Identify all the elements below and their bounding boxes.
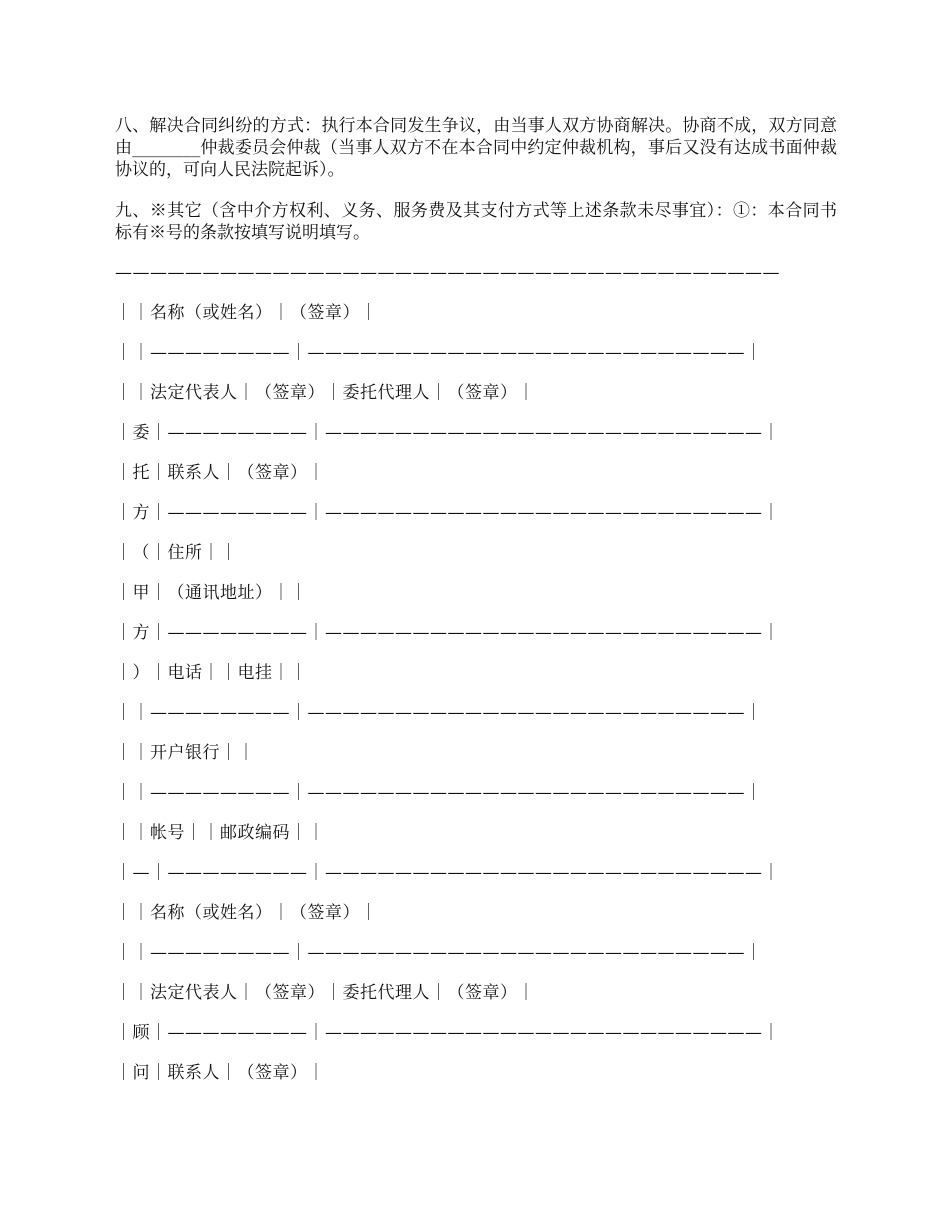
clause-8-dispute-resolution: 八、解决合同纠纷的方式：执行本合同发生争议，由当事人双方协商解决。协商不成，双方同意由________仲裁委员会仲裁（当事人双方不在本合同中约定仲裁机构，事后又没有达成书面仲裁协议的，可向人民法院起诉）。	[115, 116, 837, 180]
table-line: ｜｜————————｜—————————————————————————｜	[115, 703, 763, 723]
table-line: ｜甲｜（通讯地址）｜｜	[115, 583, 308, 603]
table-line: ｜（｜住所｜｜	[115, 543, 238, 563]
table-line: ｜｜帐号｜｜邮政编码｜｜	[115, 823, 325, 843]
table-line: ｜—｜————————｜—————————————————————————｜	[115, 863, 780, 883]
table-line: ｜｜法定代表人｜（签章）｜委托代理人｜（签章）｜	[115, 383, 535, 403]
table-line: ｜｜开户银行｜｜	[115, 743, 255, 763]
table-line: ｜｜名称（或姓名）｜（签章）｜	[115, 903, 378, 923]
table-line: ｜方｜————————｜—————————————————————————｜	[115, 623, 780, 643]
table-line: ｜｜名称（或姓名）｜（签章）｜	[115, 303, 378, 323]
signature-table	[115, 302, 780, 1102]
table-line: ｜）｜电话｜｜电挂｜｜	[115, 663, 308, 683]
table-line: ｜方｜————————｜—————————————————————————｜	[115, 503, 780, 523]
table-line: ｜托｜联系人｜（签章）｜	[115, 463, 325, 483]
table-line: ｜｜————————｜—————————————————————————｜	[115, 783, 763, 803]
table-line: ｜｜法定代表人｜（签章）｜委托代理人｜（签章）｜	[115, 983, 535, 1003]
clause-9-other-terms: 九、※其它（含中介方权利、义务、服务费及其支付方式等上述条款未尽事宜）：①：本合同书标有※号的条款按填写说明填写。	[115, 201, 837, 243]
table-line: ｜｜————————｜—————————————————————————｜	[115, 343, 763, 363]
table-line: ｜委｜————————｜—————————————————————————｜	[115, 423, 780, 443]
table-line: ｜问｜联系人｜（签章）｜	[115, 1063, 325, 1083]
table-line: ｜｜————————｜—————————————————————————｜	[115, 943, 763, 963]
table-line: ｜顾｜————————｜—————————————————————————｜	[115, 1023, 780, 1043]
table-top-rule: ——————————————————————————————————————	[115, 263, 780, 283]
